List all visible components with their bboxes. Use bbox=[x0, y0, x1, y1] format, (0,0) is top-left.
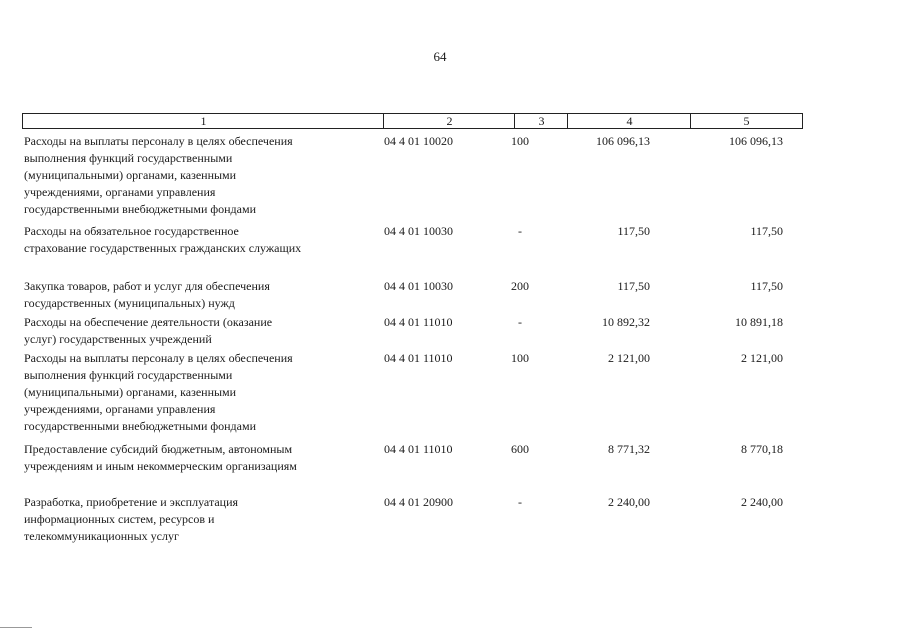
row-amount-2: 117,50 bbox=[750, 279, 783, 293]
description-line: телекоммуникационных услуг bbox=[24, 529, 179, 543]
row-description bbox=[24, 441, 369, 475]
row-type: 100 bbox=[511, 134, 529, 148]
description-line: Расходы на обеспечение деятельности (оказание bbox=[24, 315, 273, 329]
row-code: 04 4 01 10030 bbox=[384, 279, 453, 293]
row-amount-1: 10 892,32 bbox=[602, 315, 650, 329]
row-amount-2: 8 770,18 bbox=[741, 442, 783, 456]
row-type: 200 bbox=[511, 279, 529, 293]
row-amount-1: 117,50 bbox=[617, 224, 650, 238]
description-line: учреждениям и иным некоммерческим организациям bbox=[24, 459, 297, 473]
description-line: Расходы на обязательное государственное bbox=[24, 224, 239, 238]
description-line: государственными внебюджетными фондами bbox=[24, 202, 257, 216]
row-amount-1: 117,50 bbox=[617, 279, 650, 293]
row-description bbox=[24, 494, 369, 545]
row-description bbox=[24, 350, 369, 435]
header-col-3: 3 bbox=[514, 113, 568, 129]
header-col-5: 5 bbox=[690, 113, 803, 129]
row-code: 04 4 01 11010 bbox=[384, 351, 453, 365]
header-col-1: 1 bbox=[22, 113, 384, 129]
row-description bbox=[24, 133, 369, 218]
row-amount-2: 2 240,00 bbox=[741, 495, 783, 509]
row-amount-1: 2 121,00 bbox=[608, 351, 650, 365]
row-code: 04 4 01 11010 bbox=[384, 315, 453, 329]
description-line: государственных (муниципальных) нужд bbox=[24, 296, 235, 310]
row-type: - bbox=[518, 224, 522, 238]
row-code: 04 4 01 10020 bbox=[384, 134, 453, 148]
description-line: учреждениями, органами управления bbox=[24, 185, 216, 199]
row-code: 04 4 01 10030 bbox=[384, 224, 453, 238]
description-line: (муниципальными) органами, казенными bbox=[24, 385, 237, 399]
row-amount-2: 2 121,00 bbox=[741, 351, 783, 365]
row-description bbox=[24, 278, 369, 312]
row-description bbox=[24, 223, 369, 257]
description-line: выполнения функций государственными bbox=[24, 368, 233, 382]
description-line: Расходы на выплаты персоналу в целях обеспечения bbox=[24, 134, 293, 148]
description-line: страхование государственных гражданских служащих bbox=[24, 241, 302, 255]
description-line: услуг) государственных учреждений bbox=[24, 332, 212, 346]
row-type: 100 bbox=[511, 351, 529, 365]
description-line: Разработка, приобретение и эксплуатация bbox=[24, 495, 239, 509]
row-type: - bbox=[518, 495, 522, 509]
row-amount-2: 117,50 bbox=[750, 224, 783, 238]
description-line: Закупка товаров, работ и услуг для обеспечения bbox=[24, 279, 270, 293]
row-amount-1: 106 096,13 bbox=[596, 134, 650, 148]
description-line: Предоставление субсидий бюджетным, автономным bbox=[24, 442, 293, 456]
page-number: 64 bbox=[433, 49, 447, 64]
row-type: 600 bbox=[511, 442, 529, 456]
row-code: 04 4 01 20900 bbox=[384, 495, 453, 509]
row-amount-1: 8 771,32 bbox=[608, 442, 650, 456]
header-col-4: 4 bbox=[567, 113, 691, 129]
row-code: 04 4 01 11010 bbox=[384, 442, 453, 456]
description-line: (муниципальными) органами, казенными bbox=[24, 168, 237, 182]
bottom-rule bbox=[0, 627, 32, 628]
header-col-2: 2 bbox=[383, 113, 515, 129]
description-line: информационных систем, ресурсов и bbox=[24, 512, 215, 526]
table-header bbox=[22, 113, 802, 129]
row-amount-1: 2 240,00 bbox=[608, 495, 650, 509]
description-line: государственными внебюджетными фондами bbox=[24, 419, 257, 433]
description-line: учреждениями, органами управления bbox=[24, 402, 216, 416]
row-type: - bbox=[518, 315, 522, 329]
description-line: Расходы на выплаты персоналу в целях обеспечения bbox=[24, 351, 293, 365]
description-line: выполнения функций государственными bbox=[24, 151, 233, 165]
row-amount-2: 106 096,13 bbox=[729, 134, 783, 148]
row-description bbox=[24, 314, 369, 348]
row-amount-2: 10 891,18 bbox=[735, 315, 783, 329]
